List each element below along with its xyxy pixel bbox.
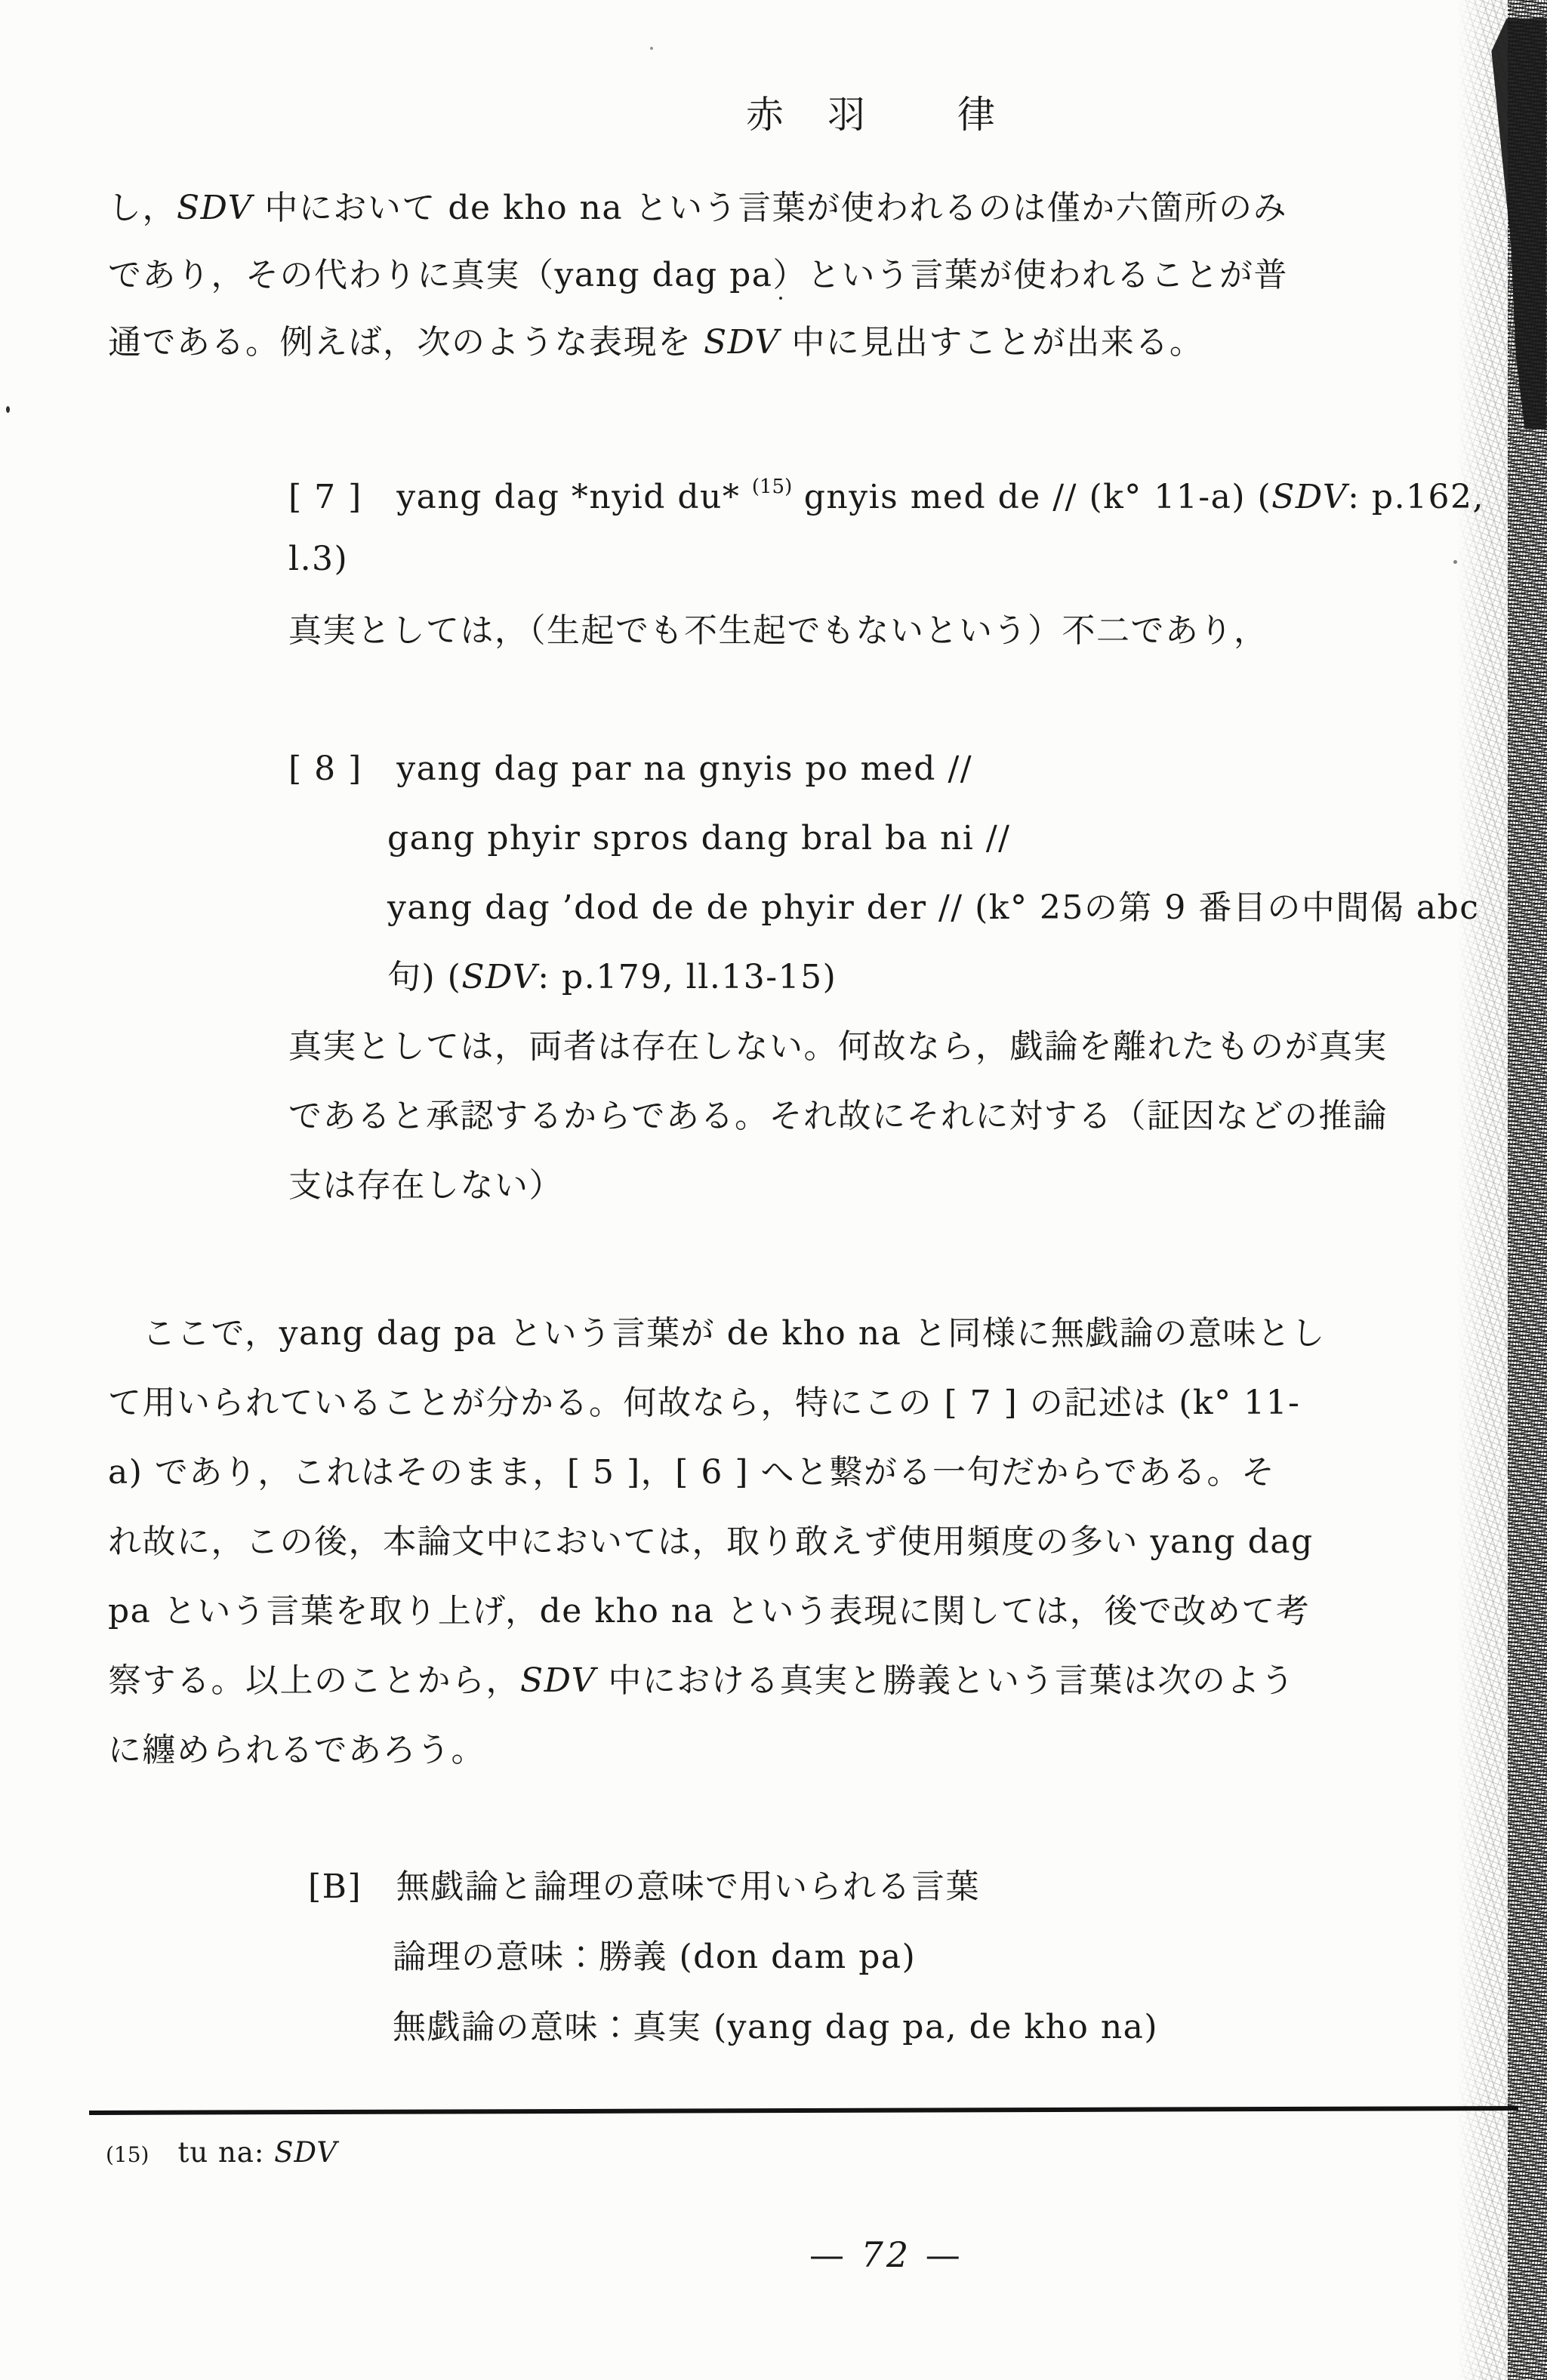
page-number: — 72 — — [809, 2234, 963, 2275]
paragraph-line: に纏められるであろう。 — [108, 1731, 486, 1769]
scan-speck — [1453, 560, 1457, 564]
paragraph-line: て用いられていることが分かる。何故なら，特にこの [ 7 ] の記述は (k° 11- — [108, 1384, 1301, 1422]
verse-line: [ 8 ] yang dag par na gnyis po med // — [288, 750, 973, 788]
verse-line: [ 7 ] yang dag *nyid du* $^{(15)}$ gnyis med de // (k° 11-a) (SDV: p.162, — [288, 476, 1485, 516]
scan-speck — [650, 47, 653, 50]
paragraph-line: し，SDV 中において de kho na という言葉が使われるのは僅か六箇所のみ — [108, 189, 1288, 227]
translation-line: 真実としては，（生起でも不生起でもないという）不二であり， — [288, 611, 1268, 650]
paragraph-line: a) であり，これはそのまま，[ 5 ]，[ 6 ] へと繋がる一句だからである。そ — [108, 1453, 1276, 1492]
scan-noise-band-inner — [1456, 0, 1509, 2380]
scan-speck — [6, 406, 10, 413]
paragraph-line: 察する。以上のことから，SDV 中における真実と勝義という言葉は次のよう — [108, 1661, 1296, 1700]
paragraph-line: pa という言葉を取り上げ，de kho na という表現に関しては，後で改めて考 — [108, 1592, 1311, 1630]
summary-item-line: 論理の意味：勝義 (don dam pa) — [393, 1938, 917, 1976]
translation-line: 支は存在しない） — [288, 1166, 563, 1205]
verse-line: 句) (SDV: p.179, ll.13-15) — [387, 958, 837, 996]
paragraph-1 — [108, 174, 1288, 376]
paragraph-line: ここで，yang dag pa という言葉が de kho na と同様に無戯論の意味とし — [108, 1314, 1326, 1353]
quotation-8 — [288, 734, 1479, 1221]
footnote-rule — [89, 2106, 1518, 2115]
summary-heading-line: [B] 無戯論と論理の意味で用いられる言葉 — [308, 1867, 981, 1906]
summary-item-line: 無戯論の意味：真実 (yang dag pa, de kho na) — [393, 2008, 1159, 2046]
paragraph-2 — [108, 1299, 1326, 1785]
footnote-15: (15) tu na: SDV — [106, 2136, 338, 2169]
verse-line: l.3) — [288, 540, 349, 578]
verse-line: gang phyir spros dang bral ba ni // — [387, 819, 1011, 857]
quotation-7 — [288, 451, 1484, 667]
summary-block-B — [288, 1852, 1158, 2062]
paragraph-line: であり，その代わりに真実（yang dag pa）という言葉が使われることが普 — [108, 256, 1289, 294]
paragraph-line: 通である。例えば，次のような表現を SDV 中に見出すことが出来る。 — [108, 323, 1204, 362]
paragraph-line: れ故に，この後，本論文中においては，取り敢えず使用頻度の多い yang dag — [108, 1523, 1314, 1561]
translation-line: 真実としては，両者は存在しない。何故なら，戯論を離れたものが真実 — [288, 1027, 1388, 1066]
header-author: 赤 羽 律 — [746, 93, 995, 137]
verse-line: yang dag ’dod de de phyir der // (k° 25の第 9 番目の中間偈 abc — [387, 888, 1480, 927]
translation-line: であると承認するからである。それ故にそれに対する（証因などの推論 — [288, 1097, 1388, 1135]
scan-speck — [779, 297, 782, 300]
